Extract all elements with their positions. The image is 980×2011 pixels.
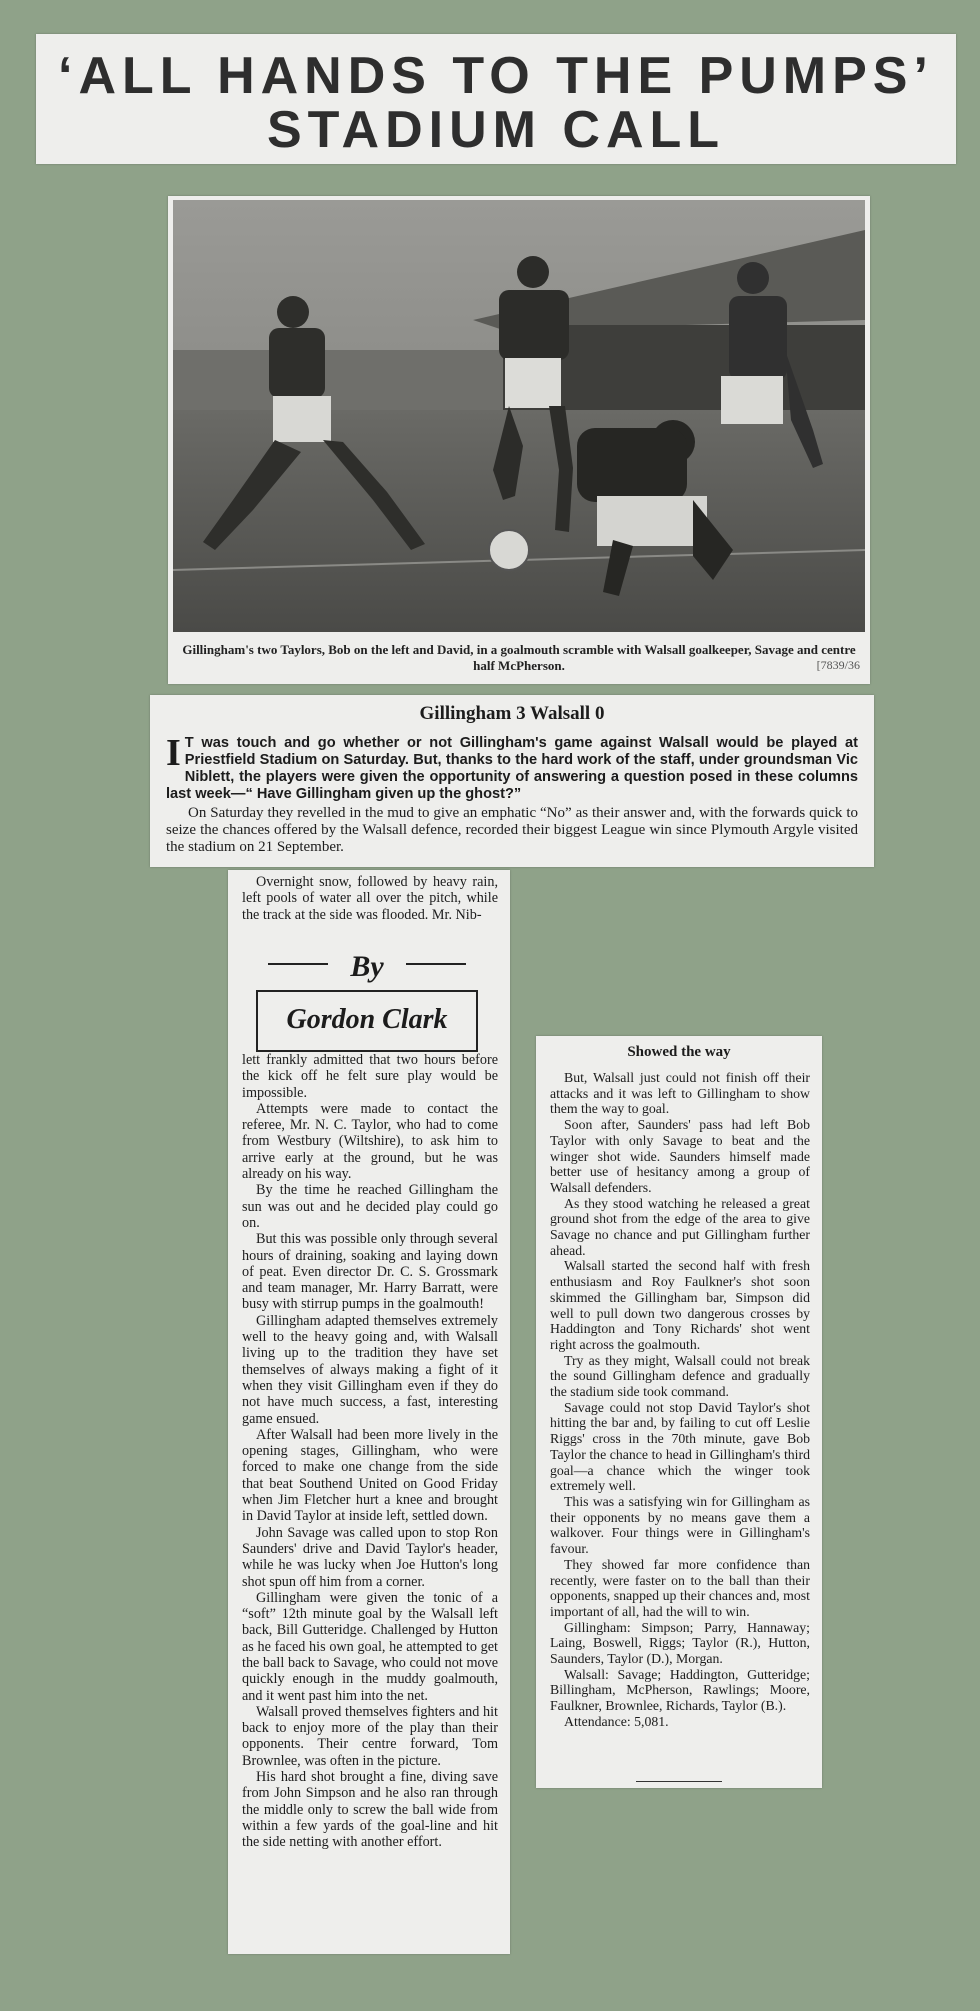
headline-line-1: ‘ALL HANDS TO THE PUMPS’ [58, 47, 934, 105]
column-1-paragraph: His hard shot brought a fine, diving save from John Simpson and he also ran through the middle only to screw the ball wide from within a few yards of the goal-line and hit the side netting with another effort. [242, 1769, 498, 1851]
column-1-opening-text: Overnight snow, followed by heavy rain, left pools of water all over the pitch, while the track at the side was flooded. Mr. Nib- [242, 874, 498, 923]
byline [254, 950, 480, 1050]
match-photo [173, 200, 865, 632]
end-rule [636, 1781, 722, 1782]
headline-line-2: STADIUM CALL [266, 101, 726, 159]
column-2-paragraph: Try as they might, Walsall could not break the sound Gillingham defence and gradually the stadium side took command. [550, 1352, 810, 1400]
intro-bold-paragraph [166, 732, 858, 803]
section-heading: Showed the way [627, 1044, 731, 1060]
byline-box [256, 990, 478, 1052]
column-2-body [550, 1070, 810, 1730]
column-1-paragraph: John Savage was called upon to stop Ron Saunders' drive and David Taylor's header, while he was lucky when Joe Hutton's long shot spun off him from a corner. [242, 1524, 498, 1590]
column-1-paragraph: Attempts were made to contact the referee, Mr. N. C. Taylor, who had to come from Westbury (Wiltshire), to ask him to arrive early at the ground, but he was already on his way. [242, 1100, 498, 1183]
column-2-paragraph: Walsall started the second half with fresh enthusiasm and Roy Faulkner's shot soon skimmed the Gillingham bar, Simpson did well to pull down two dangerous crosses by Haddington and Tony Richards' shot went right across the goalmouth. [550, 1258, 810, 1352]
column-2-paragraph: This was a satisfying win for Gillingham as their opponents by no means gave them a walkover. Four things were in Gillingham's favour. [550, 1493, 810, 1557]
column-1-paragraph: By the time he reached Gillingham the sun was out and he decided play could go on. [242, 1182, 498, 1231]
column-1-paragraph: Gillingham were given the tonic of a “soft” 12th minute goal by the Walsall left back, Bill Gutteridge. Challenged by Hutton as he faced his own goal, he attempted to get the ball back to Savage, who could not move quickly enough in the muddy goalmouth, and it went past him into the net. [242, 1589, 498, 1704]
headline-clipping [36, 34, 956, 164]
column-1-paragraph: lett frankly admitted that two hours before the kick off he felt sure play would be impossible. [242, 1052, 498, 1101]
column-2-paragraph: Soon after, Saunders' pass had left Bob Taylor with only Savage to beat and the winger shot wide. Saunders himself made better use of hesitancy among a group of Walsall defenders. [550, 1117, 810, 1195]
team-lineup-gillingham: Gillingham: Simpson; Parry, Hannaway; Laing, Boswell, Riggs; Taylor (R.), Hutton, Saunders, Taylor (D.), Morgan. [550, 1619, 810, 1667]
byline-by: By [350, 950, 384, 983]
intro-paragraph: On Saturday they revelled in the mud to give an emphatic “No” as their answer and, with the forwards quick to seize the chances offered by the Walsall defence, recorded their biggest League win since Plymouth Argyle visited the stadium on 21 September. [166, 805, 858, 855]
column-1-body [242, 1052, 498, 1851]
photo-reference: [7839/36 [816, 658, 860, 672]
column-2-paragraph: Savage could not stop David Taylor's shot hitting the bar and, by failing to cut off Leslie Riggs' cross in the 70th minute, gave Bob Taylor the chance to head in Gillingham's third goal—a chance which the winger took extremely well. [550, 1399, 810, 1494]
column-1-paragraph: Walsall proved themselves fighters and hit back to enjoy more of the play than their opponents. Their centre forward, Tom Brownlee, was often in the picture. [242, 1703, 498, 1769]
intro-clipping [150, 695, 874, 867]
column-1-paragraph: Gillingham adapted themselves extremely well to the heavy going and, with Walsall living up to the tradition they have set themselves of always making a fight of it when they visit Gillingham even if they do not have much success, a fast, interesting game ensued. [242, 1312, 498, 1427]
team-lineup-walsall: Walsall: Savage; Haddington, Gutteridge; Billingham, McPherson, Rawlings; Moore, Faulkner, Brownlee, Richards, Taylor (B.). [550, 1666, 810, 1714]
column-2-paragraph: They showed far more confidence than recently, were faster on to the ball than their opponents, snapped up their chances and, most important of all, had the will to win. [550, 1556, 810, 1619]
photo-caption: Gillingham's two Taylors, Bob on the left and David, in a goalmouth scramble with Walsall goalkeeper, Savage and centre half McPherson. [182, 642, 856, 673]
match-score-title: Gillingham 3 Walsall 0 [419, 703, 605, 724]
column-1-opening [242, 874, 498, 923]
column-2-clipping [536, 1036, 822, 1788]
column-1-paragraph: After Walsall had been more lively in the opening stages, Gillingham, who were forced to make one change from the side that beat Southend United on Good Friday when Jim Fletcher hurt a knee and brought in David Taylor at inside left, settled down. [242, 1426, 498, 1525]
column-2-paragraph: As they stood watching he released a great ground shot from the edge of the area to give Savage no chance and put Gillingham further ahead. [550, 1195, 810, 1258]
column-2-paragraph: But, Walsall just could not finish off their attacks and it was left to Gillingham to show them the way to goal. [550, 1070, 810, 1117]
attendance: Attendance: 5,081. [564, 1713, 669, 1729]
column-1-clipping [228, 870, 510, 1954]
byline-author: Gordon Clark [286, 1004, 448, 1035]
drop-cap: I [166, 732, 181, 774]
photo-clipping [168, 196, 870, 684]
column-1-paragraph: But this was possible only through several hours of draining, soaking and laying down of peat. Even director Dr. C. S. Grossmark and team manager, Mr. Harry Barratt, were busy with stirrup pumps in the goalmouth! [242, 1231, 498, 1313]
intro-bold-text: T was touch and go whether or not Gillingham's game against Walsall would be played at Priestfield Stadium on Saturday. But, thanks to the hard work of the staff, under groundsman Vic Niblett, the players were given the opportunity of answering a question posed in these columns last week—“ Have Gillingham given up the ghost?” [166, 735, 858, 802]
